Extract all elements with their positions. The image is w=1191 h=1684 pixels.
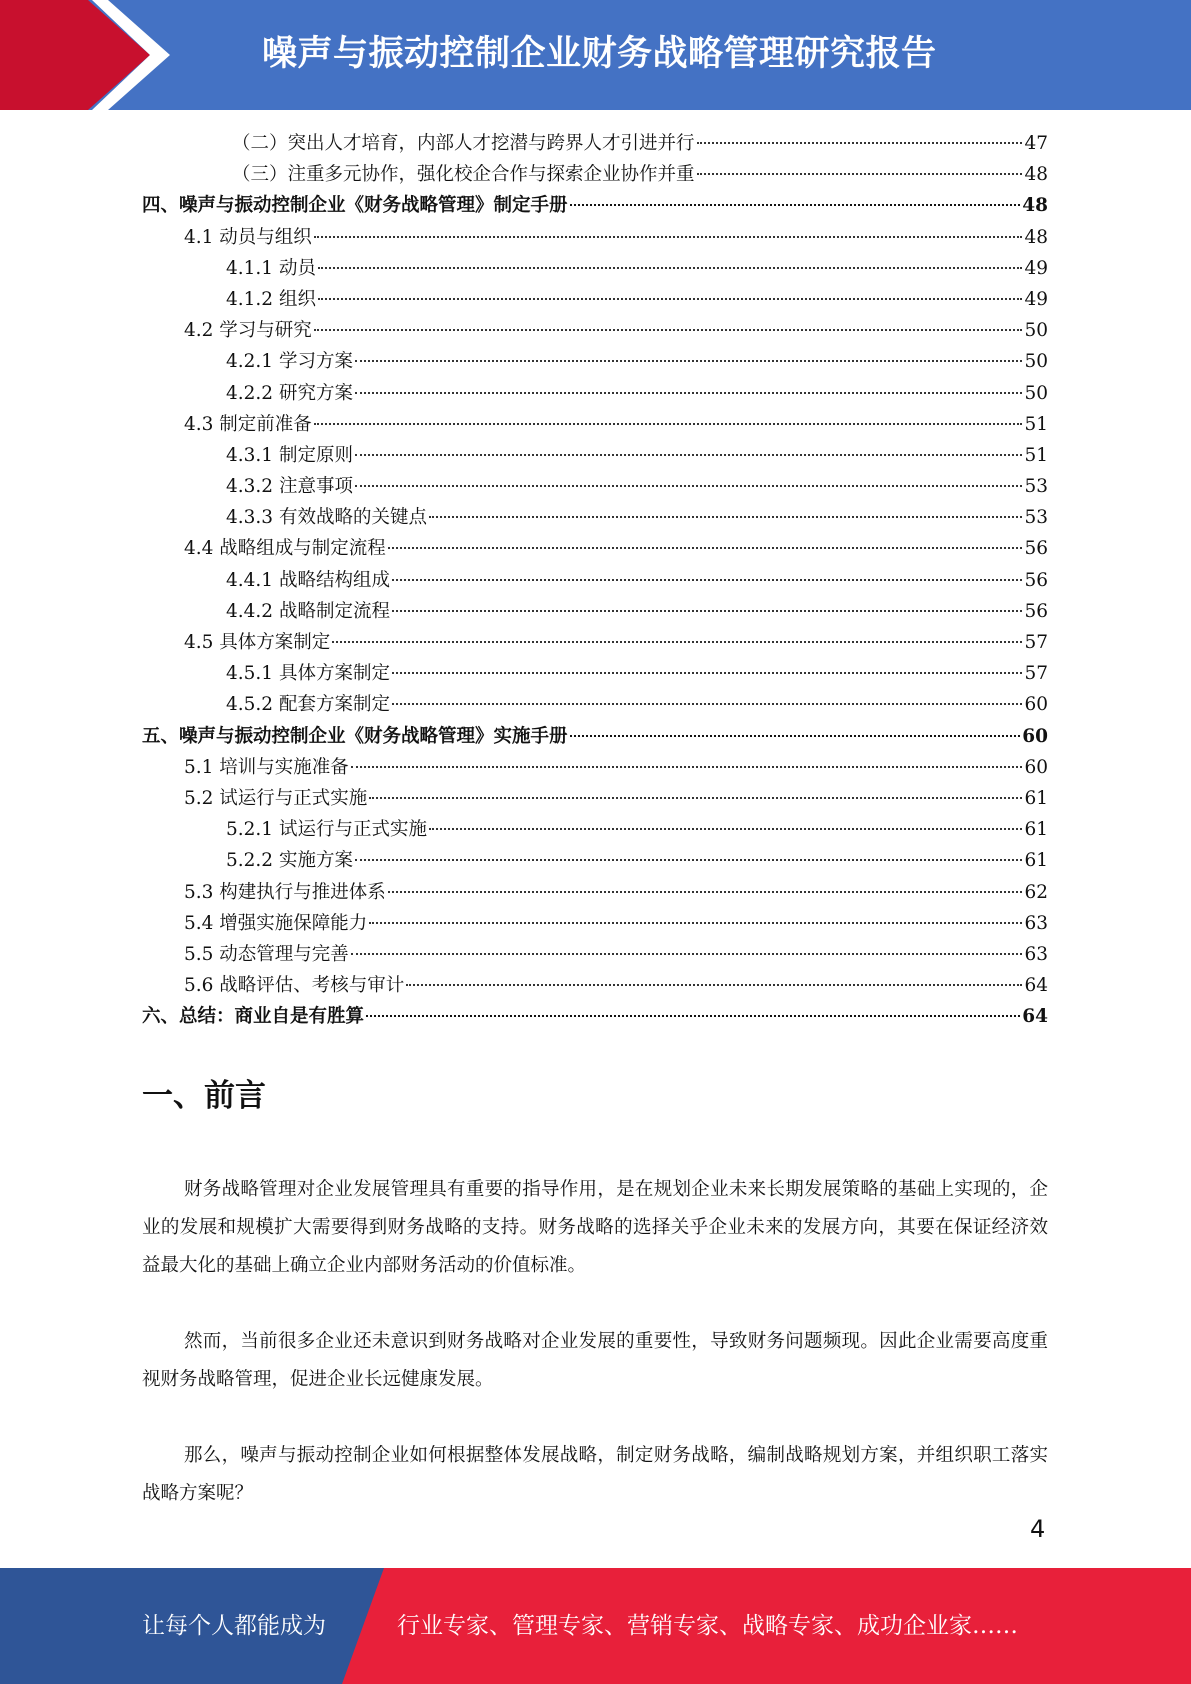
toc-entry-label: 四、噪声与振动控制企业《财务战略管理》制定手册 — [142, 195, 568, 217]
toc-entry-page: 48 — [1022, 195, 1048, 217]
toc-entry-label: 4.3.1 制定原则 — [226, 444, 353, 466]
toc-dot-leader — [318, 267, 1023, 269]
toc-entry-page: 49 — [1024, 288, 1048, 310]
paragraph-2: 然而，当前很多企业还未意识到财务战略对企业发展的重要性，导致财务问题频现。因此企业需要高度重视财务战略管理，促进企业长远健康发展。 — [142, 1331, 1048, 1390]
toc-entry-page: 53 — [1024, 476, 1048, 498]
toc-entry-label: 5.6 战略评估、考核与审计 — [184, 975, 405, 997]
toc-entry[interactable] — [142, 159, 1048, 190]
toc-entry-label: 4.1.2 组织 — [226, 288, 316, 310]
toc-entry-page: 56 — [1024, 600, 1048, 622]
toc-dot-leader — [406, 984, 1022, 986]
toc-entry-label: 5.3 构建执行与推进体系 — [184, 881, 386, 903]
toc-entry-page: 48 — [1024, 164, 1048, 186]
toc-entry-page: 60 — [1024, 756, 1048, 778]
toc-entry[interactable] — [142, 565, 1048, 596]
toc-dot-leader — [351, 766, 1023, 768]
toc-entry[interactable] — [142, 533, 1048, 564]
toc-entry[interactable] — [142, 752, 1048, 783]
toc-entry[interactable] — [142, 970, 1048, 1001]
toc-dot-leader — [332, 641, 1022, 643]
toc-dot-leader — [366, 1015, 1020, 1017]
toc-dot-leader — [570, 735, 1021, 737]
toc-entry[interactable] — [142, 908, 1048, 939]
toc-dot-leader — [429, 828, 1022, 830]
toc-entry[interactable] — [142, 284, 1048, 315]
toc-entry[interactable] — [142, 378, 1048, 409]
toc-entry-page: 64 — [1022, 1006, 1048, 1028]
toc-entry-page: 50 — [1024, 320, 1048, 342]
toc-dot-leader — [355, 360, 1023, 362]
toc-dot-leader — [355, 485, 1023, 487]
toc-entry[interactable] — [142, 190, 1048, 221]
toc-entry[interactable] — [142, 440, 1048, 471]
toc-entry[interactable] — [142, 315, 1048, 346]
toc-entry-label: 五、噪声与振动控制企业《财务战略管理》实施手册 — [142, 725, 568, 747]
paragraph-1: 财务战略管理对企业发展管理具有重要的指导作用，是在规划企业未来长期发展策略的基础上实现的，企业的发展和规模扩大需要得到财务战略的支持。财务战略的选择关乎企业未来的发展方向，其要在保证经济效益最大化的基础上确立企业内部财务活动的价值标准。 — [142, 1179, 1048, 1276]
toc-dot-leader — [369, 797, 1022, 799]
toc-dot-leader — [314, 329, 1023, 331]
toc-entry-page: 57 — [1024, 663, 1048, 685]
toc-entry-page: 47 — [1024, 133, 1048, 154]
toc-entry-label: 六、总结：商业自是有胜算 — [142, 1006, 365, 1028]
toc-entry[interactable] — [142, 1001, 1048, 1032]
toc-dot-leader — [392, 672, 1022, 674]
toc-dot-leader — [314, 423, 1023, 425]
toc-dot-leader — [392, 703, 1022, 705]
toc-dot-leader — [355, 859, 1023, 861]
toc-entry-page: 61 — [1024, 787, 1048, 809]
toc-entry-page: 60 — [1022, 725, 1048, 747]
toc-entry[interactable] — [142, 128, 1048, 159]
toc-entry-label: 4.5 具体方案制定 — [184, 632, 331, 653]
toc-entry[interactable] — [142, 814, 1048, 845]
toc-entry-page: 64 — [1024, 975, 1048, 997]
toc-entry-label: 4.1 动员与组织 — [184, 226, 312, 248]
report-title: 噪声与振动控制企业财务战略管理研究报告 — [262, 34, 937, 74]
toc-entry-page: 62 — [1024, 881, 1048, 903]
toc-entry-page: 48 — [1024, 226, 1048, 248]
section-heading: 一、前言 — [142, 1078, 266, 1114]
toc-entry[interactable] — [142, 845, 1048, 876]
toc-dot-leader — [318, 298, 1023, 300]
toc-entry-label: 4.2.2 研究方案 — [226, 382, 353, 404]
toc-entry-page: 61 — [1024, 850, 1048, 872]
toc-entry-label: 5.5 动态管理与完善 — [184, 943, 349, 965]
toc-entry-label: 4.4.2 战略制定流程 — [226, 600, 390, 622]
toc-entry-page: 49 — [1024, 257, 1048, 279]
toc-entry-label: 4.3.3 有效战略的关键点 — [226, 507, 427, 529]
paragraph-3: 那么，噪声与振动控制企业如何根据整体发展战略，制定财务战略，编制战略规划方案，并组织职工落实战略方案呢？ — [142, 1445, 1048, 1504]
header-banner — [0, 0, 1191, 110]
toc-entry-label: 4.3 制定前准备 — [184, 413, 312, 435]
toc-dot-leader — [351, 953, 1023, 955]
toc-entry-page: 61 — [1024, 819, 1048, 841]
toc-entry[interactable] — [142, 502, 1048, 533]
toc-dot-leader — [369, 922, 1022, 924]
toc-entry[interactable] — [142, 783, 1048, 814]
toc-dot-leader — [388, 547, 1023, 549]
toc-entry-label: 4.3.2 注意事项 — [226, 476, 353, 498]
toc-entry-page: 60 — [1024, 694, 1048, 716]
toc-entry-page: 51 — [1024, 444, 1048, 466]
toc-entry-page: 57 — [1024, 632, 1048, 653]
toc-dot-leader — [697, 142, 1023, 144]
toc-entry[interactable] — [142, 409, 1048, 440]
toc-dot-leader — [355, 454, 1023, 456]
footer-slogan-right: 行业专家、管理专家、营销专家、战略专家、成功企业家…… — [397, 1613, 1018, 1639]
toc-entry[interactable] — [142, 253, 1048, 284]
toc-entry-label: 4.4.1 战略结构组成 — [226, 569, 390, 591]
toc-entry-label: 4.5.2 配套方案制定 — [226, 694, 390, 716]
toc-dot-leader — [392, 610, 1022, 612]
toc-dot-leader — [570, 204, 1021, 206]
toc-entry[interactable] — [142, 689, 1048, 720]
footer-banner — [0, 1568, 1191, 1684]
toc-entry[interactable] — [142, 346, 1048, 377]
toc-entry[interactable] — [142, 627, 1048, 658]
toc-entry-page: 56 — [1024, 569, 1048, 591]
toc-entry-page: 51 — [1024, 413, 1048, 435]
toc-entry-page: 56 — [1024, 538, 1048, 560]
toc-entry-label: 4.5.1 具体方案制定 — [226, 663, 390, 685]
toc-entry[interactable] — [142, 471, 1048, 502]
toc-entry-label: 5.2.2 实施方案 — [226, 850, 353, 872]
page-number: 4 — [1030, 1515, 1046, 1543]
toc-entry[interactable] — [142, 596, 1048, 627]
toc-entry-label: 4.4 战略组成与制定流程 — [184, 538, 386, 560]
toc-entry[interactable] — [142, 721, 1048, 752]
toc-entry-label: 4.1.1 动员 — [226, 257, 316, 279]
toc-dot-leader — [429, 516, 1022, 518]
toc-entry-label: 5.2 试运行与正式实施 — [184, 787, 368, 809]
toc-entry-page: 50 — [1024, 382, 1048, 404]
toc-dot-leader — [392, 579, 1022, 581]
table-of-contents — [142, 128, 1048, 1032]
toc-entry-page: 63 — [1024, 912, 1048, 934]
footer-slogan-left: 让每个人都能成为 — [142, 1613, 326, 1639]
toc-entry-label: （二）突出人才培育，内部人才挖潜与跨界人才引进并行 — [232, 133, 695, 154]
toc-entry-page: 50 — [1024, 351, 1048, 373]
toc-dot-leader — [388, 891, 1023, 893]
toc-entry-page: 53 — [1024, 507, 1048, 529]
toc-entry[interactable] — [142, 222, 1048, 253]
toc-entry-label: （三）注重多元协作，强化校企合作与探索企业协作并重 — [232, 164, 695, 186]
toc-entry-label: 5.4 增强实施保障能力 — [184, 912, 368, 934]
toc-entry[interactable] — [142, 658, 1048, 689]
toc-entry-label: 5.1 培训与实施准备 — [184, 756, 349, 778]
toc-entry-page: 63 — [1024, 943, 1048, 965]
toc-dot-leader — [355, 392, 1023, 394]
toc-entry-label: 4.2 学习与研究 — [184, 320, 312, 342]
toc-entry-label: 5.2.1 试运行与正式实施 — [226, 819, 427, 841]
toc-entry-label: 4.2.1 学习方案 — [226, 351, 353, 373]
toc-entry[interactable] — [142, 877, 1048, 908]
toc-dot-leader — [314, 236, 1023, 238]
toc-entry[interactable] — [142, 939, 1048, 970]
toc-dot-leader — [697, 173, 1023, 175]
